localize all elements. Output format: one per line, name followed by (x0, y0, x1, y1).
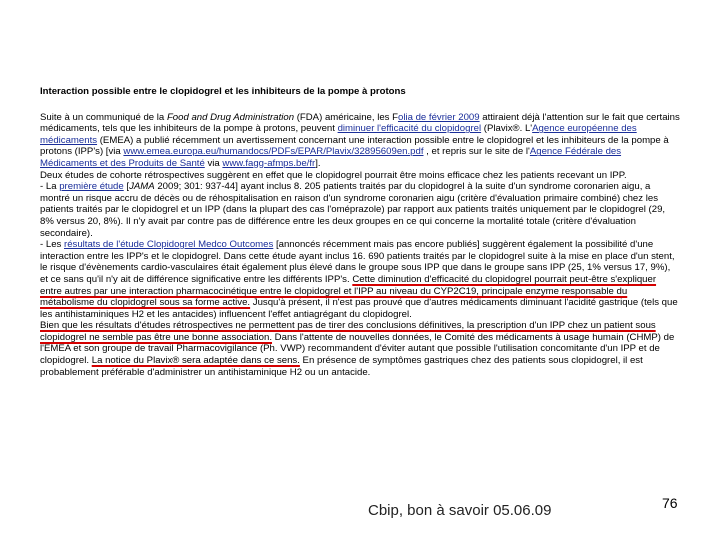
text: attiraient déjà l'attention sur le fait que certains médicaments, tels que les inhibiteurs de la pompe à protons, peuvent (40, 111, 680, 135)
text: via (204, 157, 223, 169)
emea-pdf-url-link[interactable]: www.emea.europa.eu/humandocs/PDFs/EPAR/Plavix/32895609en.pdf (123, 146, 424, 158)
text: [ (123, 181, 130, 193)
text: - Les (40, 239, 64, 251)
fagg-link[interactable]: www.fagg-afmps.be/fr (222, 157, 316, 169)
text: En présence de symptômes gastriques chez des patients sous clopidogrel, il est probablement préférable d'administrer un antihistaminique H2 ou un antacide. (40, 355, 643, 378)
medco-link[interactable]: résultats de l'étude Clopidogrel Medco Outcomes (64, 239, 274, 251)
notice-highlight: La notice du Plavix® sera adaptée dans ce sens. (91, 355, 300, 367)
document-body (40, 86, 680, 378)
text: Jusqu'à présent, il n'est pas prouvé que d'autres médicaments diminuant l'acidité gastrique (tels que les antihistaminiques H2 et les antacides) influencent l'effet antiagrégant du clopidogrel. (40, 297, 678, 320)
text: , et repris sur le site de l' (423, 146, 530, 158)
footer-source: Cbip, bon à savoir 05.06.09 (368, 502, 552, 519)
text: - La (40, 181, 60, 193)
paragraph-communique (40, 112, 680, 170)
text: (FDA) américaine, les F (294, 111, 398, 123)
text: ]. (315, 157, 321, 169)
conclusion-highlight: Bien que les résultats d'études rétrospectives ne permettent pas de tirer des conclusions définitives, la prescription d'un IPP chez un patient sous clopidogrel ne semble pas être une bonne association. (40, 320, 656, 343)
text: 2009; 301: 937-44] ayant inclus 8. 205 patients traités par du clopidogrel à la suite d'un syndrome coronarien aigu, a montré un risque accru de décès ou de réhospitalisation en raison d'un syndrome coronarien aigu (critère d'évaluation primaire combiné) chez les patients traités par le clopidogrel et un IPP (dans la plupart des cas l'oméprazole) par rapport aux patients traités uniquement par le clopidogrel (29, 8% versus 20, 8%). Il n'y avait par contre pas de différence entre les deux groupes en ce qui concerne la mortalité totale (critère d'évaluation secondaire). (40, 181, 666, 239)
text: Suite à un communiqué de la (40, 111, 167, 123)
paragraph-premiere-etude (40, 181, 680, 239)
document-title: Interaction possible entre le clopidogrel et les inhibiteurs de la pompe à protons (40, 86, 406, 97)
text: (Plavix®. L' (481, 123, 533, 135)
text: [annoncés récemment mais pas encore publiés] suggèrent également la possibilité d'une interaction entre les IPP's et le clopidogrel. Dans cette étude ayant inclus 16. 690 patients traités par le clopidogrel suite à la mise en place d'un stent, le risque d'évènements cardio-vasculaires était également plus élevé dans le groupe sous IPP que dans le groupe sans IPP (25, 1% versus 17, 9%), et ce sans qu'il n'y ait de différence significative entre les différents IPP's. (40, 239, 675, 285)
text: (EMEA) a publié récemment un avertissement concernant une interaction possible entre le clopidogrel et les inhibiteurs de la pompe à protons (IPP's) [via (40, 134, 669, 158)
jama-name: JAMA (129, 181, 155, 193)
premiere-etude-link[interactable]: première étude (59, 181, 124, 193)
paragraph-medco (40, 239, 680, 320)
folia-link[interactable]: olia de février 2009 (397, 111, 480, 123)
efficacite-link[interactable]: diminuer l'efficacité du clopidogrel (337, 123, 482, 135)
fda-name: Food and Drug Administration (166, 111, 295, 123)
page-number: 76 (662, 495, 678, 511)
text: Dans l'attente de nouvelles données, le Comité des médicaments à usage humain (CHMP) de l'EMEA et son groupe de travail Pharmacovigilance (Ph. VWP) recommandent d'éviter autant que possible l'utilisation concomitante d'un IPP et de clopidogrel. (40, 331, 675, 367)
emea-link[interactable]: Agence européenne des médicaments (40, 123, 637, 146)
cyp2c19-highlight: Cette diminution d'efficacité du clopidogrel pourrait peut-être s'expliquer entre autres par une interaction pharmacocinétique entre le clopidogrel et l'IPP au niveau du CYP2C19, principale enzyme responsable du métabolisme du clopidogrel sous sa forme active. (40, 273, 657, 309)
paragraph-conclusion (40, 320, 680, 378)
paragraph-cohorte: Deux études de cohorte rétrospectives suggèrent en effet que le clopidogrel pourrait être moins efficace chez les patients recevant un IPP. (40, 169, 627, 181)
afmps-link[interactable]: Agence Fédérale des Médicaments et des Produits de Santé (40, 146, 622, 169)
